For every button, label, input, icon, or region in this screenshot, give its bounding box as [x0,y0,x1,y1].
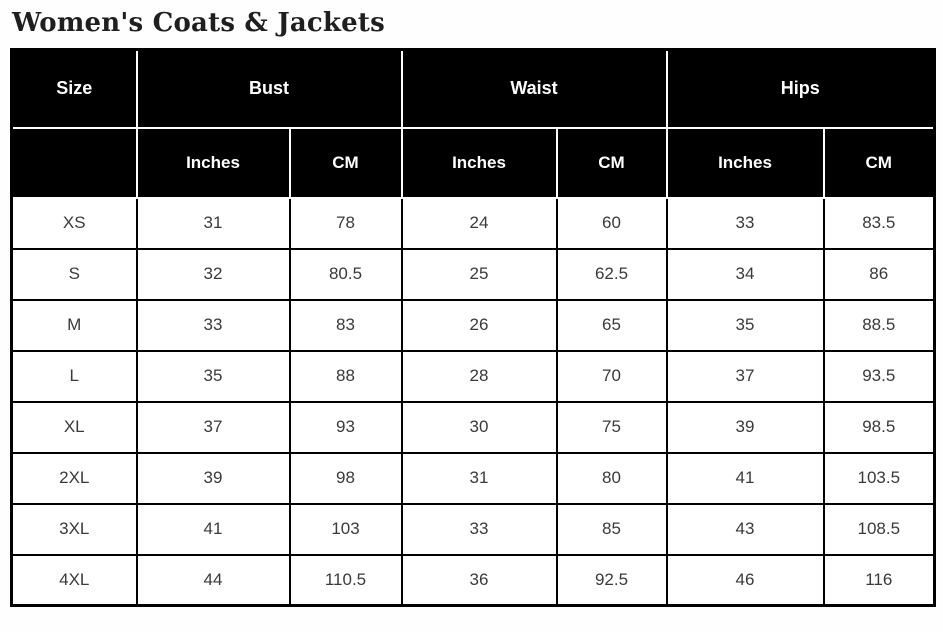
size-cell: XS [12,198,137,249]
measurement-cell: 93.5 [824,351,935,402]
table-row [12,504,935,555]
measurement-cell: 80 [557,453,667,504]
measurement-cell: 62.5 [557,249,667,300]
measurement-cell: 98.5 [824,402,935,453]
measurement-cell: 33 [402,504,557,555]
size-cell: 3XL [12,504,137,555]
measurement-cell: 60 [557,198,667,249]
size-chart-header [12,50,935,198]
measurement-cell: 31 [137,198,290,249]
measurement-cell: 108.5 [824,504,935,555]
measurement-cell: 39 [667,402,824,453]
size-cell: XL [12,402,137,453]
measurement-cell: 83 [290,300,402,351]
table-row [12,453,935,504]
measurement-cell: 75 [557,402,667,453]
size-cell: L [12,351,137,402]
measurement-cell: 33 [137,300,290,351]
measurement-cell: 25 [402,249,557,300]
measurement-cell: 78 [290,198,402,249]
measurement-cell: 93 [290,402,402,453]
size-cell: M [12,300,137,351]
size-table-body [12,198,935,606]
measurement-cell: 80.5 [290,249,402,300]
header-unit-hips-cm: CM [824,128,935,198]
table-row [12,555,935,606]
measurement-cell: 37 [137,402,290,453]
header-size: Size [12,50,137,128]
measurement-cell: 31 [402,453,557,504]
measurement-cell: 32 [137,249,290,300]
measurement-cell: 24 [402,198,557,249]
measurement-cell: 65 [557,300,667,351]
table-row [12,198,935,249]
header-group-row [12,50,935,128]
header-unit-hips-inches: Inches [667,128,824,198]
measurement-cell: 103.5 [824,453,935,504]
measurement-cell: 35 [137,351,290,402]
measurement-cell: 26 [402,300,557,351]
header-unit-bust-inches: Inches [137,128,290,198]
measurement-cell: 98 [290,453,402,504]
measurement-cell: 43 [667,504,824,555]
measurement-cell: 39 [137,453,290,504]
measurement-cell: 83.5 [824,198,935,249]
header-hips: Hips [667,50,935,128]
measurement-cell: 34 [667,249,824,300]
measurement-cell: 41 [137,504,290,555]
measurement-cell: 41 [667,453,824,504]
header-unit-bust-cm: CM [290,128,402,198]
measurement-cell: 37 [667,351,824,402]
measurement-cell: 86 [824,249,935,300]
measurement-cell: 28 [402,351,557,402]
measurement-cell: 110.5 [290,555,402,606]
measurement-cell: 92.5 [557,555,667,606]
measurement-cell: 36 [402,555,557,606]
measurement-cell: 88.5 [824,300,935,351]
measurement-cell: 85 [557,504,667,555]
header-unit-waist-inches: Inches [402,128,557,198]
measurement-cell: 70 [557,351,667,402]
measurement-cell: 116 [824,555,935,606]
measurement-cell: 46 [667,555,824,606]
measurement-cell: 88 [290,351,402,402]
size-cell: S [12,249,137,300]
measurement-cell: 103 [290,504,402,555]
table-row [12,351,935,402]
table-row [12,402,935,453]
measurement-cell: 35 [667,300,824,351]
measurement-cell: 44 [137,555,290,606]
header-unit-blank [12,128,137,198]
header-bust: Bust [137,50,402,128]
measurement-cell: 30 [402,402,557,453]
header-unit-waist-cm: CM [557,128,667,198]
size-cell: 4XL [12,555,137,606]
header-unit-row [12,128,935,198]
size-chart-table [10,48,936,607]
size-cell: 2XL [12,453,137,504]
table-row [12,249,935,300]
table-row [12,300,935,351]
measurement-cell: 33 [667,198,824,249]
header-waist: Waist [402,50,667,128]
page-title: Women's Coats & Jackets [12,8,385,38]
